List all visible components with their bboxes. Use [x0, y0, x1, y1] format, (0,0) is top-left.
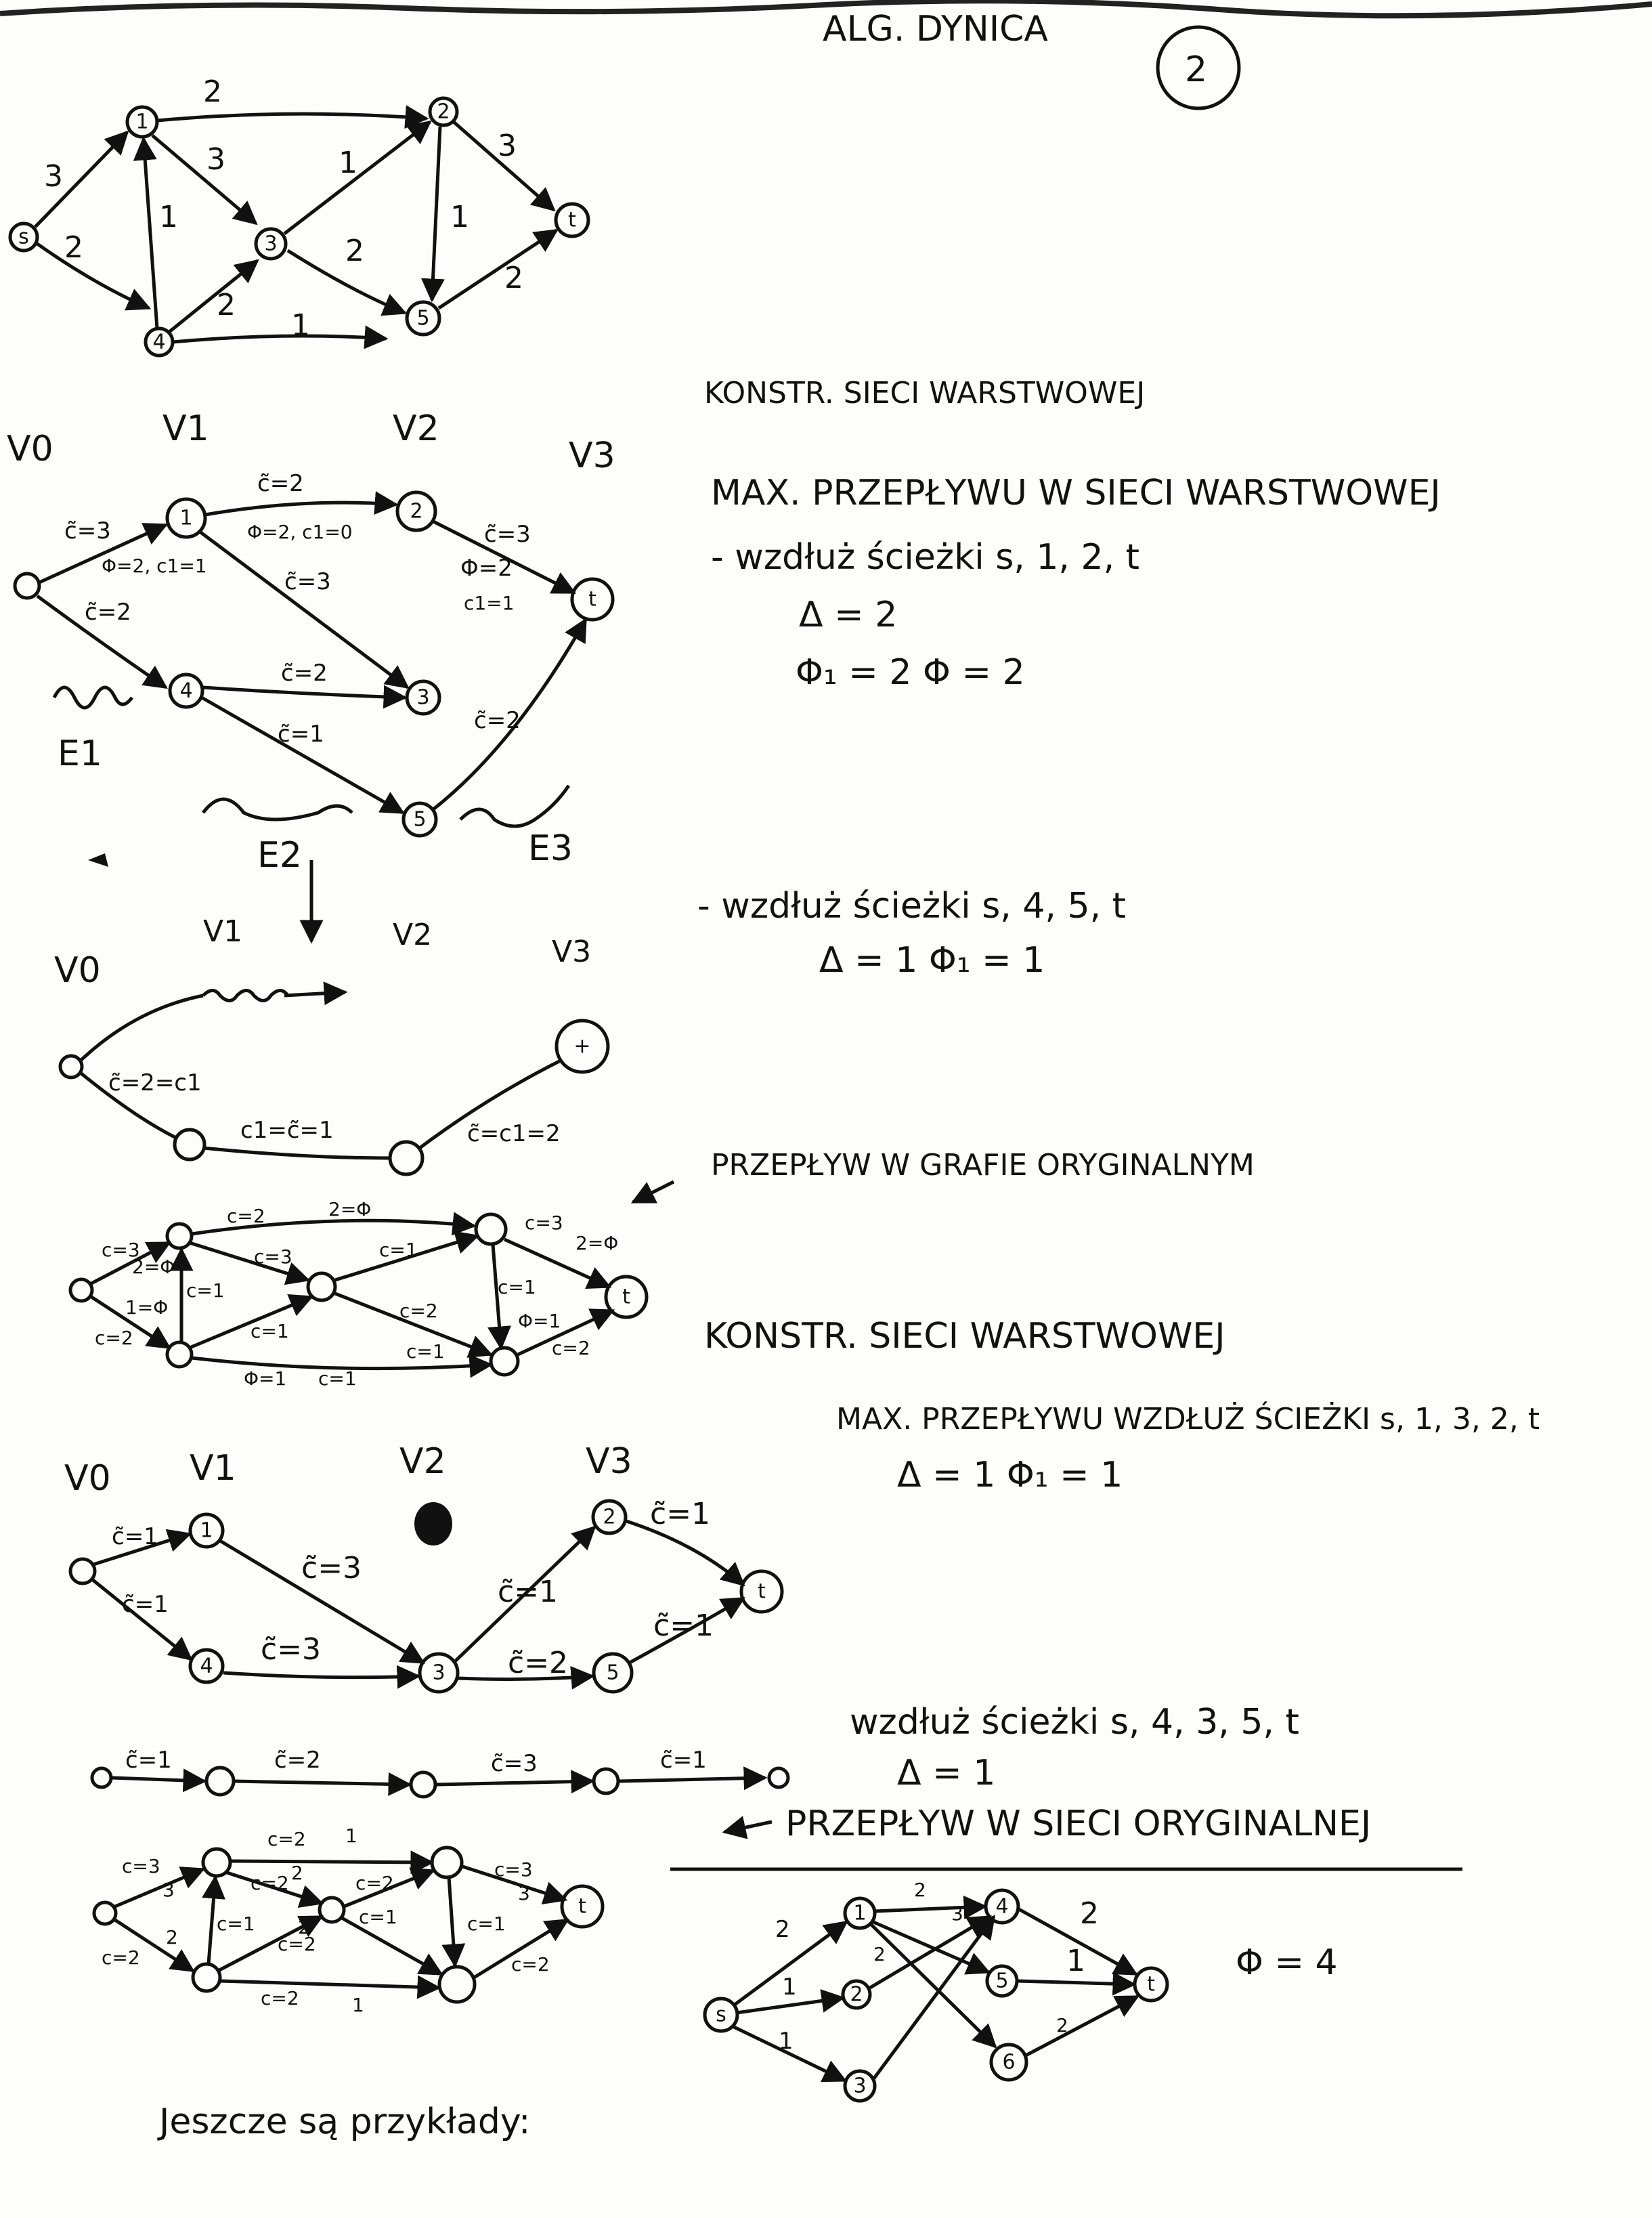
handwritten-label: V2	[399, 1441, 446, 1482]
handwritten-label: 2	[217, 288, 236, 322]
handwritten-label: Φ=2	[460, 555, 513, 582]
graph-node	[439, 1967, 475, 2002]
residual-layered-1	[54, 914, 608, 1174]
graph-edge	[173, 336, 386, 342]
graph-edge	[230, 1861, 432, 1862]
graph-edge	[220, 1981, 439, 1988]
note-path-2-delta: Δ = 1 Φ₁ = 1	[819, 940, 1045, 981]
handwritten-label: c=3	[102, 1239, 140, 1261]
graph-edge	[81, 996, 203, 1060]
ink-blot	[88, 853, 108, 867]
handwritten-label: 3	[206, 142, 225, 177]
handwritten-label: 3	[44, 159, 63, 194]
graph-node	[193, 1964, 220, 1991]
handwritten-label: c̃=1	[660, 1747, 707, 1774]
handwritten-label: c=2	[399, 1300, 438, 1322]
note-path-3: wzdłuż ścieżki s, 4, 3, 5, t	[850, 1702, 1299, 1743]
handwritten-label: c=2	[227, 1205, 265, 1227]
node-label: t	[758, 1579, 766, 1604]
node-label: s	[18, 225, 29, 249]
handwritten-label: Φ=1	[518, 1310, 561, 1332]
handwritten-label: 1	[779, 2028, 794, 2055]
node-label: 2	[437, 100, 450, 124]
handwritten-label: c=2	[102, 1946, 140, 1969]
layer-label-v0: V0	[7, 429, 53, 469]
handwritten-label: c̃=3	[64, 517, 111, 545]
handwritten-label: 2	[298, 1916, 310, 1938]
node-label: 3	[264, 232, 278, 256]
handwritten-label: Φ=1	[244, 1367, 287, 1390]
handwritten-label: c=1	[186, 1279, 225, 1302]
graph-edge	[432, 127, 440, 300]
node-label: 3	[853, 2074, 867, 2098]
layer-label-v1: V1	[162, 408, 209, 449]
handwritten-label: c̃=3	[284, 568, 331, 595]
handwritten-label: Φ=2, c1=0	[247, 521, 353, 543]
note-flow-orig-2: PRZEPŁYW W SIECI ORYGINALNEJ	[785, 1804, 1372, 1844]
node-label: 3	[416, 685, 430, 710]
graph-edge	[439, 230, 557, 308]
node-label: +	[573, 1034, 591, 1059]
node-label: 4	[200, 1654, 213, 1678]
handwritten-label: c̃=3	[484, 521, 531, 548]
handwritten-label: c=2	[267, 1828, 306, 1850]
layered-network-1	[7, 408, 615, 941]
layered-network-2	[64, 1441, 782, 1692]
node-s	[15, 574, 39, 598]
graph-node	[308, 1273, 335, 1300]
handwritten-label: 1=Φ	[125, 1296, 169, 1319]
handwritten-label: V3	[586, 1441, 632, 1482]
handwritten-label: 3	[162, 1879, 175, 1901]
graph-node	[769, 1768, 788, 1787]
handwritten-label: 1	[291, 308, 310, 343]
note-maxflow-1: MAX. PRZEPŁYWU W SIECI WARSTWOWEJ	[711, 473, 1441, 513]
layer-brace-e3	[460, 786, 569, 826]
graph-node	[476, 1214, 506, 1244]
handwritten-label: c=2	[261, 1987, 299, 2009]
node-label: 1	[179, 506, 193, 530]
handwritten-label: c=2	[552, 1337, 590, 1359]
handwritten-label: c̃=3	[491, 1750, 538, 1777]
node-label: t	[1147, 1972, 1155, 1997]
note-phi-total: Φ = 4	[1236, 1942, 1338, 1983]
graph-node	[320, 1898, 344, 1922]
handwritten-label: Φ=2, c1=1	[102, 555, 207, 577]
handwritten-label: 2	[203, 74, 222, 109]
handwritten-label: V3	[552, 935, 592, 969]
handwritten-label: c=1	[467, 1913, 506, 1935]
note-path-1: - wzdłuż ścieżki s, 1, 2, t	[711, 537, 1140, 578]
graph-edge	[234, 1781, 410, 1785]
node-label: s	[716, 2003, 726, 2027]
handwritten-label: 2	[166, 1926, 178, 1948]
node-label: 4	[179, 679, 193, 703]
original-graph	[10, 74, 588, 356]
graph-edge	[37, 244, 149, 308]
note-path-3-delta: Δ = 1	[897, 1753, 996, 1793]
node-label: 5	[416, 306, 430, 330]
note-konstr-1: KONSTR. SIECI WARSTWOWEJ	[704, 376, 1146, 410]
handwritten-label: c̃=3	[261, 1632, 322, 1667]
graph-node	[411, 1772, 435, 1797]
graph-edge	[873, 1917, 994, 2079]
handwritten-label: c=3	[254, 1245, 292, 1268]
graph-node	[167, 1224, 192, 1248]
node-label: 5	[606, 1661, 620, 1685]
page-number: 2	[1185, 49, 1208, 90]
handwritten-label: E2	[257, 835, 302, 876]
graph-node	[94, 1902, 116, 1924]
arrow-pointer	[724, 1822, 772, 1832]
handwritten-label: 2	[914, 1879, 926, 1901]
node-label: 3	[432, 1661, 445, 1685]
node-s	[60, 1056, 82, 1078]
node-label: t	[588, 587, 596, 612]
handwritten-label: 2=Φ	[575, 1232, 619, 1254]
node-label: 1	[853, 1901, 867, 1925]
node-label: t	[568, 208, 576, 232]
handwritten-label: c=1	[406, 1340, 445, 1363]
graph-edge	[620, 1778, 765, 1781]
handwritten-label: 2=Φ	[328, 1198, 372, 1220]
handwritten-label: c̃=2	[257, 470, 304, 497]
handwritten-label: 1	[450, 200, 469, 234]
handwritten-label: c=2	[95, 1327, 133, 1349]
node-label: 2	[850, 1982, 863, 2007]
note-maxflow-2: MAX. PRZEPŁYWU WZDŁUŻ ŚCIEŻKI s, 1, 3, 2, t	[836, 1402, 1540, 1436]
handwritten-label: c̃=1	[112, 1523, 158, 1550]
handwritten-label: c=3	[122, 1855, 160, 1877]
handwritten-label: c=1	[318, 1367, 357, 1390]
graph-node	[92, 1768, 111, 1787]
handwritten-label: c1=c̃=1	[240, 1117, 334, 1144]
graph-node	[432, 1848, 462, 1877]
handwritten-label: c̃=1	[278, 721, 324, 748]
handwritten-label: c̃=1	[125, 1747, 172, 1774]
note-path-1-phi: Φ₁ = 2 Φ = 2	[796, 652, 1025, 693]
handwritten-label: c̃=2	[508, 1646, 569, 1680]
graph-node	[70, 1559, 95, 1583]
note-closing: Jeszcze są przykłady:	[159, 2102, 531, 2142]
handwritten-label: 3	[518, 1882, 530, 1904]
handwritten-label: 2	[1056, 2014, 1068, 2036]
graph-edge	[875, 1906, 985, 1911]
node-label: 1	[200, 1518, 213, 1543]
handwritten-label: c̃=2	[274, 1747, 321, 1774]
handwritten-label: c̃=2	[85, 599, 131, 626]
graph-edge	[1026, 1997, 1137, 2055]
handwritten-label: c̃=2	[474, 707, 521, 734]
handwritten-label: 2	[291, 1862, 303, 1884]
graph-edge	[1017, 1981, 1134, 1984]
node-label: t	[578, 1894, 586, 1919]
handwritten-label: c̃=2	[281, 660, 328, 687]
layer-brace-e1	[54, 687, 132, 708]
node-label: 2	[603, 1505, 616, 1529]
handwritten-label: V2	[393, 918, 433, 952]
handwritten-label: c̃=1	[650, 1497, 711, 1531]
graph-edge	[203, 1148, 391, 1158]
handwritten-label: c=2	[511, 1953, 550, 1976]
note-flow-orig-1: PRZEPŁYW W GRAFIE ORYGINALNYM	[711, 1148, 1255, 1182]
note-maxflow-2-vals: Δ = 1 Φ₁ = 1	[897, 1455, 1123, 1495]
node-label: 1	[135, 110, 149, 134]
handwritten-label: 2	[504, 261, 523, 295]
handwritten-label: 2	[64, 230, 83, 265]
node-label: 6	[1002, 2050, 1016, 2074]
handwritten-label: c=1	[498, 1276, 536, 1298]
handwritten-label: 3	[498, 129, 517, 163]
handwritten-label: c̃=3	[301, 1551, 362, 1585]
handwritten-label: c̃=2=c1	[108, 1069, 202, 1096]
graph-node	[203, 1849, 230, 1876]
note-konstr-2: KONSTR. SIECI WARSTWOWEJ	[704, 1316, 1225, 1357]
graph-edge	[203, 991, 288, 1001]
handwritten-label: E1	[58, 733, 102, 774]
note-path-1-delta: Δ = 2	[799, 595, 898, 635]
handwritten-label: 2	[873, 1943, 886, 1965]
graph-edge	[209, 1877, 215, 1964]
graph-edge	[223, 1673, 418, 1678]
graph-edge	[169, 261, 257, 332]
original-flow-1	[70, 1198, 647, 1390]
handwritten-label: c=3	[494, 1858, 533, 1881]
layer-label-v3: V3	[569, 435, 615, 476]
handwritten-label: c=2	[355, 1872, 394, 1894]
node-label: t	[622, 1285, 630, 1309]
note-path-2: - wzdłuż ścieżki s, 4, 5, t	[697, 886, 1127, 926]
ink-scribble	[414, 1502, 452, 1545]
graph-edge	[284, 992, 345, 996]
handwritten-label: c=3	[525, 1212, 563, 1234]
handwritten-label: c̃=c1=2	[467, 1120, 561, 1147]
graph-edge	[437, 1781, 592, 1785]
handwritten-label: V1	[203, 914, 243, 949]
final-flow-graph	[705, 1879, 1167, 2101]
graph-node	[491, 1348, 518, 1375]
handwritten-label: V0	[64, 1458, 111, 1499]
handwritten-label: 2	[1080, 1896, 1099, 1931]
handwritten-label: c̃=1	[653, 1608, 714, 1643]
handwritten-label: 1	[339, 146, 357, 180]
handwritten-label: c=1	[359, 1906, 397, 1928]
handwritten-label: 2=Φ	[132, 1256, 175, 1278]
handwritten-label: 2	[775, 1916, 790, 1943]
handwritten-label: c=1	[251, 1320, 289, 1342]
handwritten-label: c=2	[251, 1872, 289, 1894]
handwritten-label: 3	[951, 1902, 963, 1925]
graph-node	[594, 1769, 618, 1793]
original-flow-2	[94, 1825, 603, 2016]
graph-edge	[449, 1877, 455, 1965]
handwritten-label: c=1	[379, 1239, 418, 1261]
handwritten-label: 2	[345, 234, 364, 268]
handwritten-label: 1	[782, 1974, 797, 2001]
node-label: 5	[995, 1969, 1009, 1993]
arrow-pointer	[633, 1182, 674, 1202]
node-label: 5	[413, 807, 427, 832]
graph-edge	[203, 687, 405, 698]
graph-edge	[202, 698, 403, 813]
node-4	[175, 1130, 204, 1159]
handwritten-label: 1	[352, 1994, 364, 2016]
handwritten-label: E3	[528, 828, 573, 869]
graph-node	[167, 1342, 192, 1367]
node-label: 4	[152, 330, 166, 354]
graph-edge	[157, 114, 427, 121]
node-label: 2	[410, 499, 423, 524]
handwritten-label: 1	[159, 200, 178, 234]
graph-edge	[205, 503, 396, 515]
node-5	[390, 1142, 422, 1174]
handwritten-label: 1	[1066, 1944, 1085, 1978]
chain-path	[92, 1747, 788, 1797]
handwritten-label: c̃=1	[122, 1591, 169, 1618]
layer-label-v2: V2	[393, 408, 439, 449]
handwritten-label: c̃=1	[498, 1575, 559, 1609]
graph-node	[70, 1279, 92, 1301]
layer-brace-e2	[203, 799, 352, 819]
graph-node	[206, 1768, 234, 1795]
graph-edge	[144, 139, 157, 328]
node-label: 4	[995, 1894, 1009, 1919]
handwritten-label: V0	[54, 950, 101, 991]
handwritten-label: 1	[345, 1825, 357, 1847]
page-title: ALG. DYNICA	[823, 9, 1048, 49]
handwritten-label: c=2	[278, 1933, 316, 1955]
handwritten-label: c=1	[217, 1913, 255, 1935]
graph-edge	[112, 1778, 204, 1781]
handwritten-label: c1=1	[464, 592, 515, 614]
handwritten-label: V1	[190, 1448, 236, 1489]
